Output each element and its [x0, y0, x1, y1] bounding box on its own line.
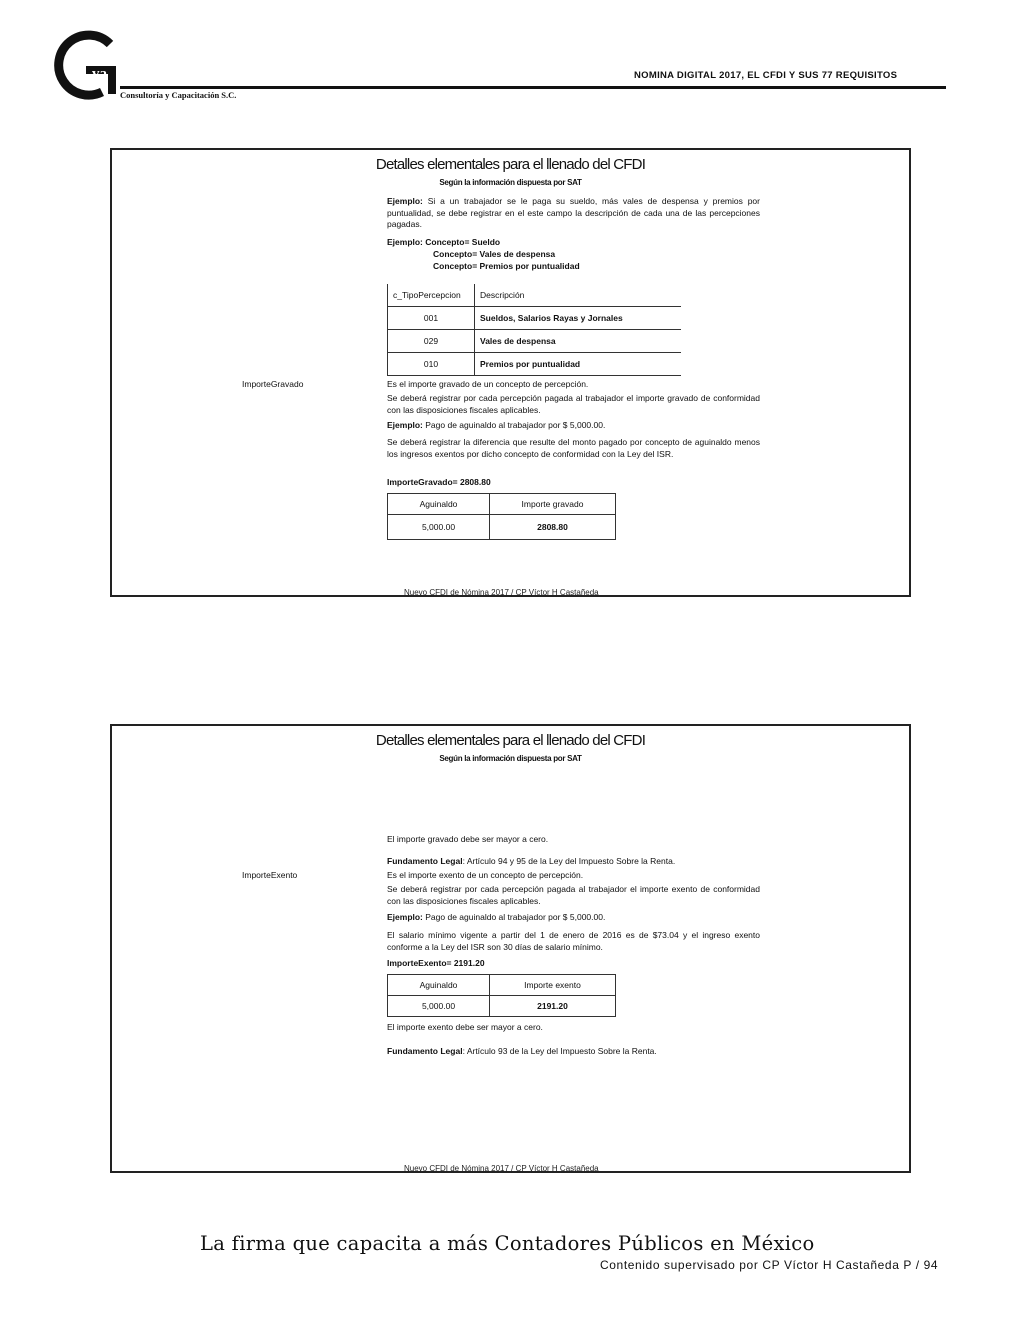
register-paragraph: Se deberá registrar por cada percepción pagada al trabajador el importe gravado de conformidad con las disposiciones fiscales aplicables. [387, 393, 760, 415]
logo-tagline: Consultoría y Capacitación S.C. [120, 90, 237, 100]
example-line: Ejemplo: Pago de aguinaldo al trabajador por $ 5,000.00. [387, 912, 606, 922]
table-header-row [388, 975, 616, 996]
table-row [388, 353, 682, 376]
page-credit: Contenido supervisado por CP Víctor H Castañeda P / 94 [600, 1258, 939, 1272]
perception-type-table [387, 284, 681, 376]
table-header: c_TipoPercepcion [388, 284, 475, 307]
table-header: Aguinaldo [388, 975, 490, 996]
definition-line: Es el importe gravado de un concepto de percepción. [387, 379, 589, 389]
table-header: Importe exento [490, 975, 616, 996]
company-logo [52, 30, 124, 102]
slogan: La firma que capacita a más Contadores Públicos en México [200, 1232, 815, 1255]
table-row [388, 307, 682, 330]
table-cell: 5,000.00 [388, 515, 490, 540]
field-label: ImporteExento [242, 870, 298, 880]
slide-subtitle: Según la información dispuesta por SAT [439, 754, 582, 763]
table-cell: 029 [388, 330, 475, 353]
result-line: ImporteExento= 2191.20 [387, 958, 485, 968]
table-cell: 2191.20 [490, 996, 616, 1017]
salary-paragraph: El salario mínimo vigente a partir del 1 de enero de 2016 es de $73.04 y el ingreso exento conforme a la Ley del ISR son 30 días de salario mínimo. [387, 930, 760, 952]
concept-line-2: Concepto= Vales de despensa [433, 249, 556, 259]
difference-paragraph: Se deberá registrar la diferencia que resulte del monto pagado por concepto de aguinaldo menos los ingresos exentos por dicho concepto de conformidad con la Ley del ISR. [387, 437, 760, 459]
example-paragraph: Ejemplo: Si a un trabajador se le paga su sueldo, más vales de despensa y premios por puntualidad, se debe registrar en el este campo la descripción de cada una de las percepciones pagadas. [387, 196, 760, 230]
table-row [388, 515, 616, 540]
table-header: Aguinaldo [388, 494, 490, 515]
result-line: ImporteGravado= 2808.80 [387, 477, 491, 487]
slide-subtitle: Según la información dispuesta por SAT [439, 178, 582, 187]
register-paragraph: Se deberá registrar por cada percepción pagada al trabajador el importe exento de conformidad con las disposiciones fiscales aplicables. [387, 884, 760, 906]
rule-line: El importe gravado debe ser mayor a cero. [387, 834, 549, 844]
table-row [388, 330, 682, 353]
definition-line: Es el importe exento de un concepto de percepción. [387, 870, 584, 880]
logo-letters: va [92, 66, 107, 82]
table-header-row [388, 494, 616, 515]
table-row [388, 996, 616, 1017]
table-header: Importe gravado [490, 494, 616, 515]
concept-line-3: Concepto= Premios por puntualidad [433, 261, 580, 271]
legal-basis-line-2: Fundamento Legal: Artículo 93 de la Ley del Impuesto Sobre la Renta. [387, 1046, 657, 1056]
field-label: ImporteGravado [242, 379, 304, 389]
table-cell: Vales de despensa [475, 330, 682, 353]
rule-line-2: El importe exento debe ser mayor a cero. [387, 1022, 543, 1032]
table-cell: Sueldos, Salarios Rayas y Jornales [475, 307, 682, 330]
slide-importe-exento [110, 724, 911, 1173]
table-header-row [388, 284, 682, 307]
slide-importe-gravado [110, 148, 911, 597]
slide-title: Detalles elementales para el llenado del CFDI [375, 732, 646, 749]
legal-basis-line: Fundamento Legal: Artículo 94 y 95 de la Ley del Impuesto Sobre la Renta. [387, 856, 676, 866]
slide-title: Detalles elementales para el llenado del CFDI [375, 156, 646, 173]
header-rule [120, 86, 946, 89]
amount-table [387, 974, 616, 1017]
slide-footer: Nuevo CFDI de Nómina 2017 / CP Víctor H Castañeda [404, 1164, 599, 1173]
concept-line-1: Ejemplo: Concepto= Sueldo [387, 237, 501, 247]
table-cell: 5,000.00 [388, 996, 490, 1017]
table-cell: 2808.80 [490, 515, 616, 540]
table-cell: 001 [388, 307, 475, 330]
slide-footer: Nuevo CFDI de Nómina 2017 / CP Víctor H Castañeda [404, 588, 599, 597]
amount-table [387, 493, 616, 540]
table-cell: 010 [388, 353, 475, 376]
example-line: Ejemplo: Pago de aguinaldo al trabajador por $ 5,000.00. [387, 420, 606, 430]
table-cell: Premios por puntualidad [475, 353, 682, 376]
table-header: Descripción [475, 284, 682, 307]
document-title: NOMINA DIGITAL 2017, EL CFDI Y SUS 77 REQUISITOS [634, 70, 898, 81]
